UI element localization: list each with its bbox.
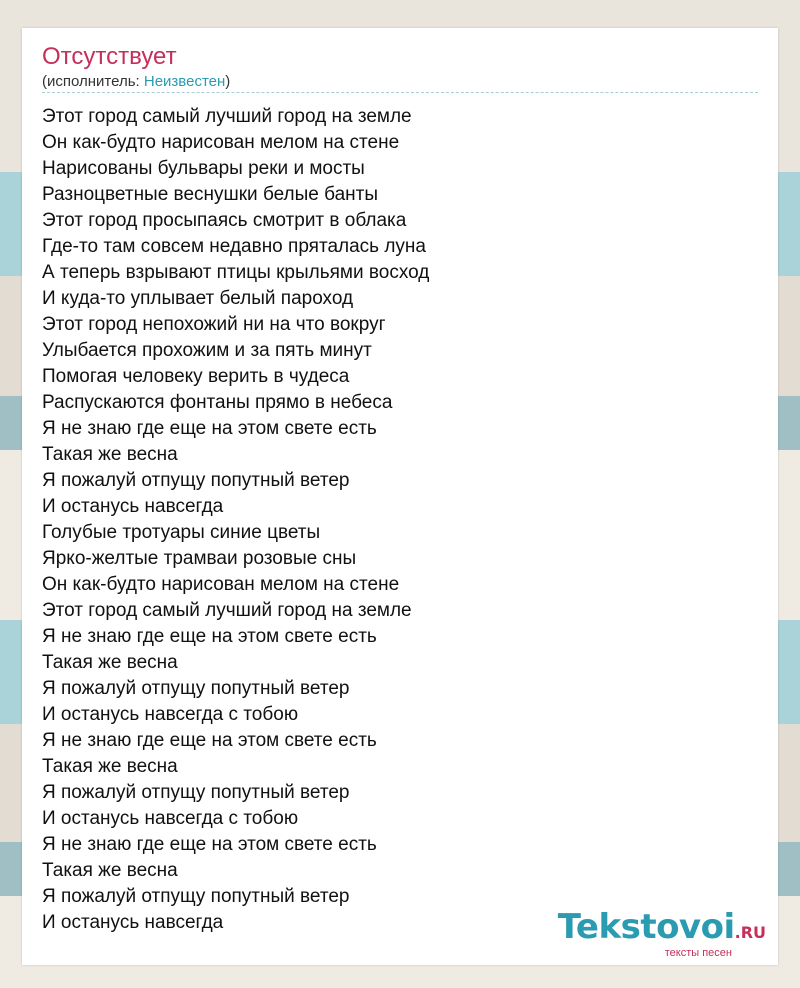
lyric-line: И останусь навсегда с тобою [42,808,299,829]
divider [42,92,758,93]
lyric-line: Разноцветные веснушки белые банты [42,184,379,205]
lyric-line: Улыбается прохожим и за пять минут [42,340,372,361]
artist-suffix: ) [225,73,231,90]
lyric-line: Этот город непохожий ни на что вокруг [42,314,386,335]
lyric-line: Такая же весна [42,756,178,777]
lyric-line: Голубые тротуары синие цветы [42,522,321,543]
lyric-line: Я не знаю где еще на этом свете есть [42,626,377,647]
site-logo[interactable] [558,909,766,959]
lyric-line: Он как-будто нарисован мелом на стене [42,132,400,153]
artist-line [42,73,230,91]
lyric-line: И останусь навсегда с тобою [42,704,299,725]
song-title: Отсутствует [42,43,177,70]
logo-tagline: тексты песен [664,947,732,959]
artist-prefix: (исполнитель: [42,73,144,90]
lyric-line: Помогая человеку верить в чудеса [42,366,350,387]
lyric-line: А теперь взрывают птицы крыльями восход [42,262,430,283]
lyric-line: И останусь навсегда [42,912,224,933]
logo-name: Tekstovoi [557,907,735,947]
lyric-line: Я пожалуй отпущу попутный ветер [42,886,350,907]
lyric-line: Распускаются фонтаны прямо в небеса [42,392,393,413]
lyric-line: Этот город самый лучший город на земле [42,600,412,621]
lyric-line: Я пожалуй отпущу попутный ветер [42,782,350,803]
lyric-line: Я пожалуй отпущу попутный ветер [42,678,350,699]
lyric-line: И куда-то уплывает белый пароход [42,288,354,309]
lyric-line: Я пожалуй отпущу попутный ветер [42,470,350,491]
artist-link[interactable]: Неизвестен [143,73,226,90]
lyric-line: Такая же весна [42,444,178,465]
logo-wordmark [558,909,766,951]
lyric-line: Я не знаю где еще на этом свете есть [42,834,377,855]
lyrics-card [22,28,778,965]
logo-tld: .RU [734,923,766,942]
lyric-line: И останусь навсегда [42,496,224,517]
lyric-line: Этот город просыпаясь смотрит в облака [42,210,407,231]
lyric-line: Где-то там совсем недавно пряталась луна [42,236,426,257]
lyric-line: Я не знаю где еще на этом свете есть [42,418,377,439]
lyric-line: Я не знаю где еще на этом свете есть [42,730,377,751]
lyric-line: Он как-будто нарисован мелом на стене [42,574,400,595]
lyrics-list [42,104,429,936]
lyric-line: Этот город самый лучший город на земле [42,106,412,127]
lyric-line: Такая же весна [42,860,178,881]
lyric-line: Ярко-желтые трамваи розовые сны [42,548,357,569]
lyric-line: Такая же весна [42,652,178,673]
lyric-line: Нарисованы бульвары реки и мосты [42,158,365,179]
